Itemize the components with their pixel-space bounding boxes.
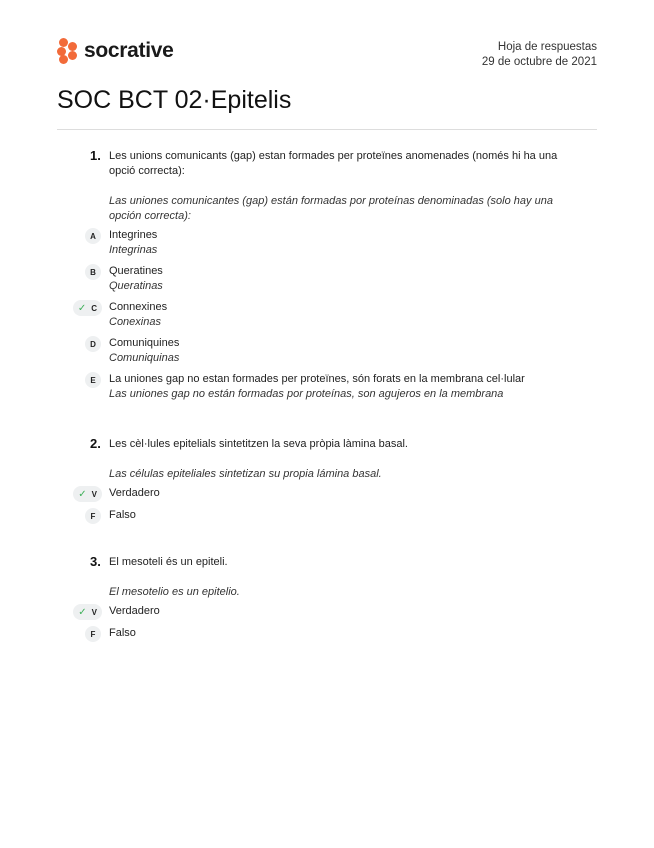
check-icon: ✓: [77, 302, 87, 314]
option-text: La uniones gap no estan formades per proteïnes, són forats en la membrana cel·lular: [109, 373, 525, 385]
question-translation: Las células epiteliales sintetizan su propia lámina basal.: [109, 468, 382, 480]
option-translation: Integrinas: [109, 244, 158, 256]
option-text: Verdadero: [109, 605, 160, 617]
sheet-date: 29 de octubre de 2021: [481, 56, 597, 68]
question-text: Les cèl·lules epitelials sintetitzen la seva pròpia làmina basal.: [109, 438, 408, 450]
question-translation: El mesotelio es un epitelio.: [109, 586, 240, 598]
question-number: 2.: [90, 436, 101, 451]
question-text: El mesoteli és un epiteli.: [109, 556, 228, 568]
question-number: 3.: [90, 554, 101, 569]
brand-name: socrative: [84, 39, 174, 62]
option-text: Connexines: [109, 301, 168, 313]
answer-option: [0, 336, 654, 366]
answer-option: [0, 508, 654, 523]
option-translation: Las uniones gap no están formadas por proteínas, son agujeros en la membrana: [109, 388, 504, 400]
answer-option: [0, 228, 654, 258]
option-text: Falso: [109, 627, 136, 639]
option-text: Queratines: [109, 265, 163, 277]
option-text: Comuniquines: [109, 337, 180, 349]
check-icon: ✓: [78, 606, 87, 618]
question-text: Les unions comunicants (gap) estan formades per proteïnes anomenades (només hi ha una opció correcta):: [109, 150, 558, 177]
socrative-logo: [57, 38, 174, 64]
option-text: Verdadero: [109, 487, 160, 499]
answer-option: [0, 372, 654, 402]
page-title: SOC BCT 02·Epitelis: [57, 86, 292, 114]
question-number: 1.: [90, 148, 101, 163]
option-letter-badge: D: [85, 336, 101, 352]
question: [0, 149, 654, 402]
check-icon: ✓: [78, 488, 87, 500]
option-letter-badge: F: [85, 508, 101, 524]
answer-option: [0, 264, 654, 294]
answer-option: [0, 486, 654, 501]
option-text: Integrines: [109, 229, 158, 241]
option-translation: Queratinas: [109, 280, 163, 292]
option-letter-badge: E: [85, 372, 101, 388]
question-translation: Las uniones comunicantes (gap) están formadas por proteínas denominadas (solo hay una opción correcta):: [109, 195, 553, 222]
sheet-label: Hoja de respuestas: [497, 41, 597, 53]
option-letter-badge: ✓ V: [73, 604, 102, 620]
answer-option: [0, 300, 654, 330]
option-letter-badge: ✓ V: [73, 486, 102, 502]
divider: [57, 129, 597, 130]
answer-option: [0, 604, 654, 619]
answer-option: [0, 626, 654, 641]
option-translation: Conexinas: [109, 316, 161, 328]
option-letter-badge: ✓ C: [73, 300, 102, 316]
option-text: Falso: [109, 509, 136, 521]
option-letter-badge: B: [85, 264, 101, 280]
option-translation: Comuniquinas: [109, 352, 180, 364]
question: [0, 437, 654, 523]
question: [0, 555, 654, 641]
option-letter-badge: F: [85, 626, 101, 642]
option-letter-badge: A: [85, 228, 101, 244]
logo-hexagon-icon: [57, 38, 79, 64]
sheet-meta: [482, 40, 597, 70]
